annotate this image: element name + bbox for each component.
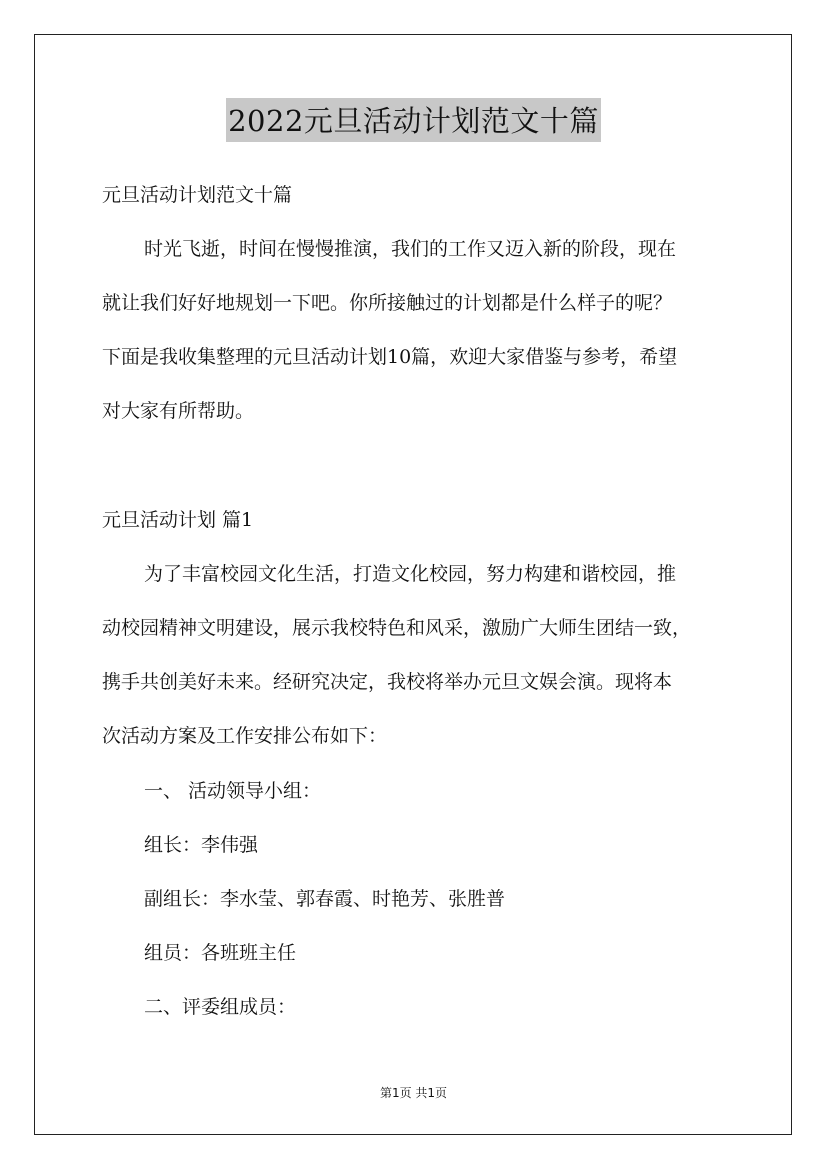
intro-line-1: 时光飞逝，时间在慢慢推演，我们的工作又迈入新的阶段，现在: [144, 238, 677, 260]
members-line: 组员：各班班主任: [144, 942, 297, 964]
page-footer: 第1页 共1页: [379, 1086, 448, 1100]
leader-line: 组长：李伟强: [144, 834, 259, 856]
section1-line-2: 动校园精神文明建设，展示我校特色和风采，激励广大师生团结一致，: [102, 617, 692, 639]
section1-line-1: 为了丰富校园文化生活，打造文化校园，努力构建和谐校园，推: [144, 563, 677, 585]
section1-line-4: 次活动方案及工作安排公布如下：: [102, 725, 388, 747]
intro-line-2: 就让我们好好地规划一下吧。你所接触过的计划都是什么样子的呢？: [102, 292, 673, 314]
vice-leaders-line: 副组长：李水莹、郭春霞、时艳芳、张胜普: [144, 888, 506, 910]
intro-line-4: 对大家有所帮助。: [102, 400, 255, 422]
intro-line-3: 下面是我收集整理的元旦活动计划10篇，欢迎大家借鉴与参考，希望: [102, 346, 678, 368]
section-heading-1: 元旦活动计划 篇1: [102, 509, 254, 531]
item-1-heading: 一、 活动领导小组：: [144, 780, 322, 802]
subtitle: 元旦活动计划范文十篇: [102, 184, 293, 206]
item-2-heading: 二、评委组成员：: [144, 996, 297, 1018]
section1-line-3: 携手共创美好未来。经研究决定，我校将举办元旦文娱会演。现将本: [102, 671, 673, 693]
document-title: 2022元旦活动计划范文十篇: [226, 98, 601, 142]
title-container: [0, 98, 827, 142]
